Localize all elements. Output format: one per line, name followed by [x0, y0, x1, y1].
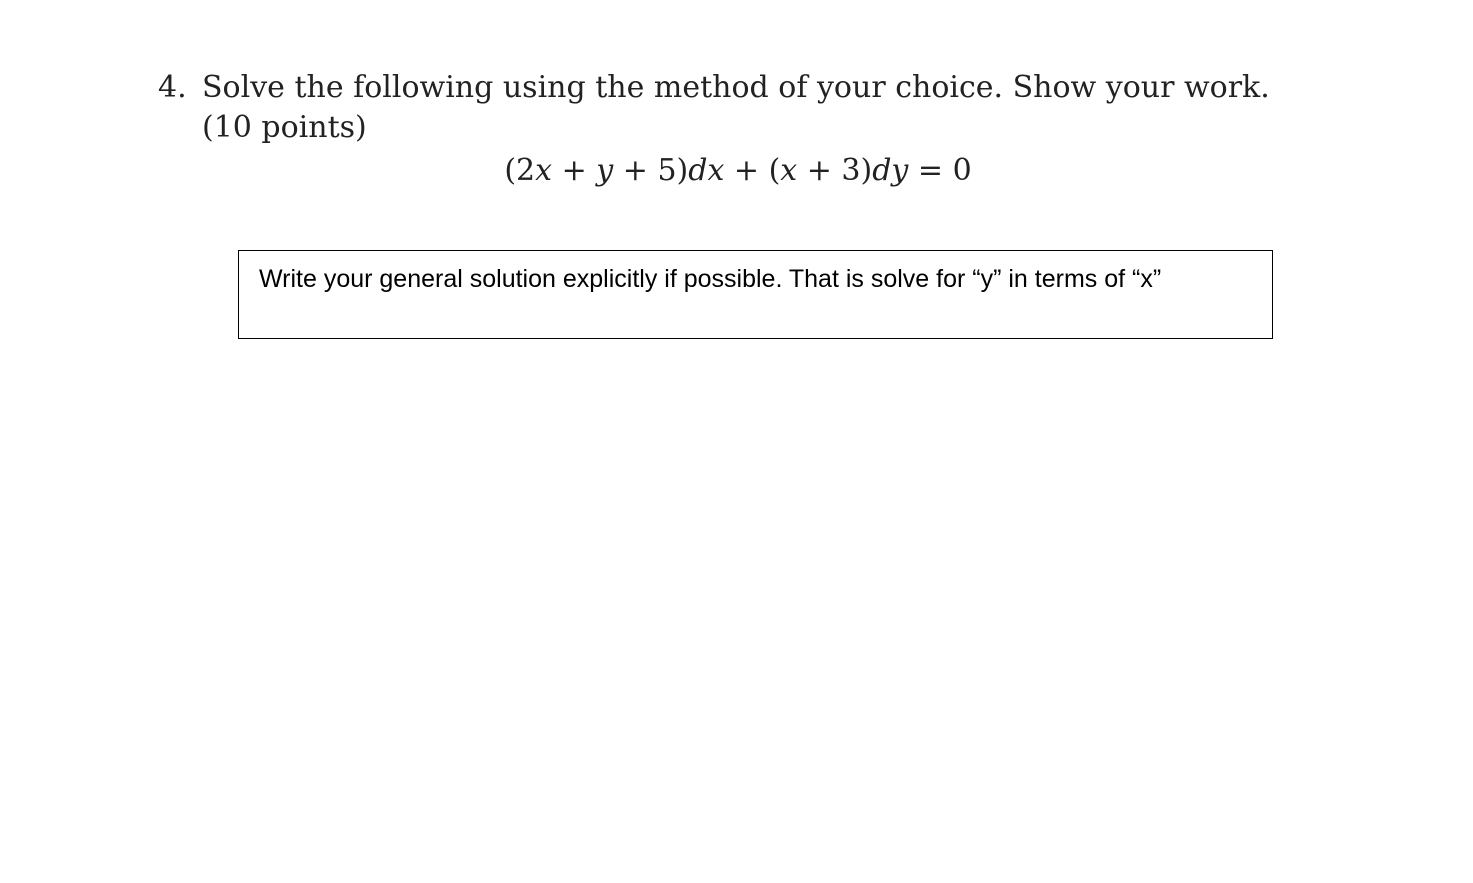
eq-part: + 3)	[797, 153, 873, 188]
problem-number: 4.	[158, 70, 187, 105]
problem-statement	[158, 68, 1278, 188]
eq-var: dx	[688, 153, 725, 188]
eq-part: + 5)	[613, 153, 689, 188]
eq-part: + (	[724, 153, 781, 188]
answer-box[interactable]	[238, 250, 1273, 339]
differential-equation	[158, 151, 1318, 191]
eq-var: x	[780, 153, 798, 188]
eq-part: +	[552, 153, 597, 188]
eq-part: = 0	[908, 153, 972, 188]
problem-text: Solve the following using the method of your choice. Show your work. (10 points)	[202, 70, 1270, 145]
answer-instruction: Write your general solution explicitly if possible. That is solve for “y” in terms of “x”	[259, 265, 1162, 293]
eq-part: (2	[504, 153, 536, 188]
eq-var: x	[535, 153, 553, 188]
eq-var: y	[596, 153, 614, 188]
eq-var: dy	[872, 153, 909, 188]
